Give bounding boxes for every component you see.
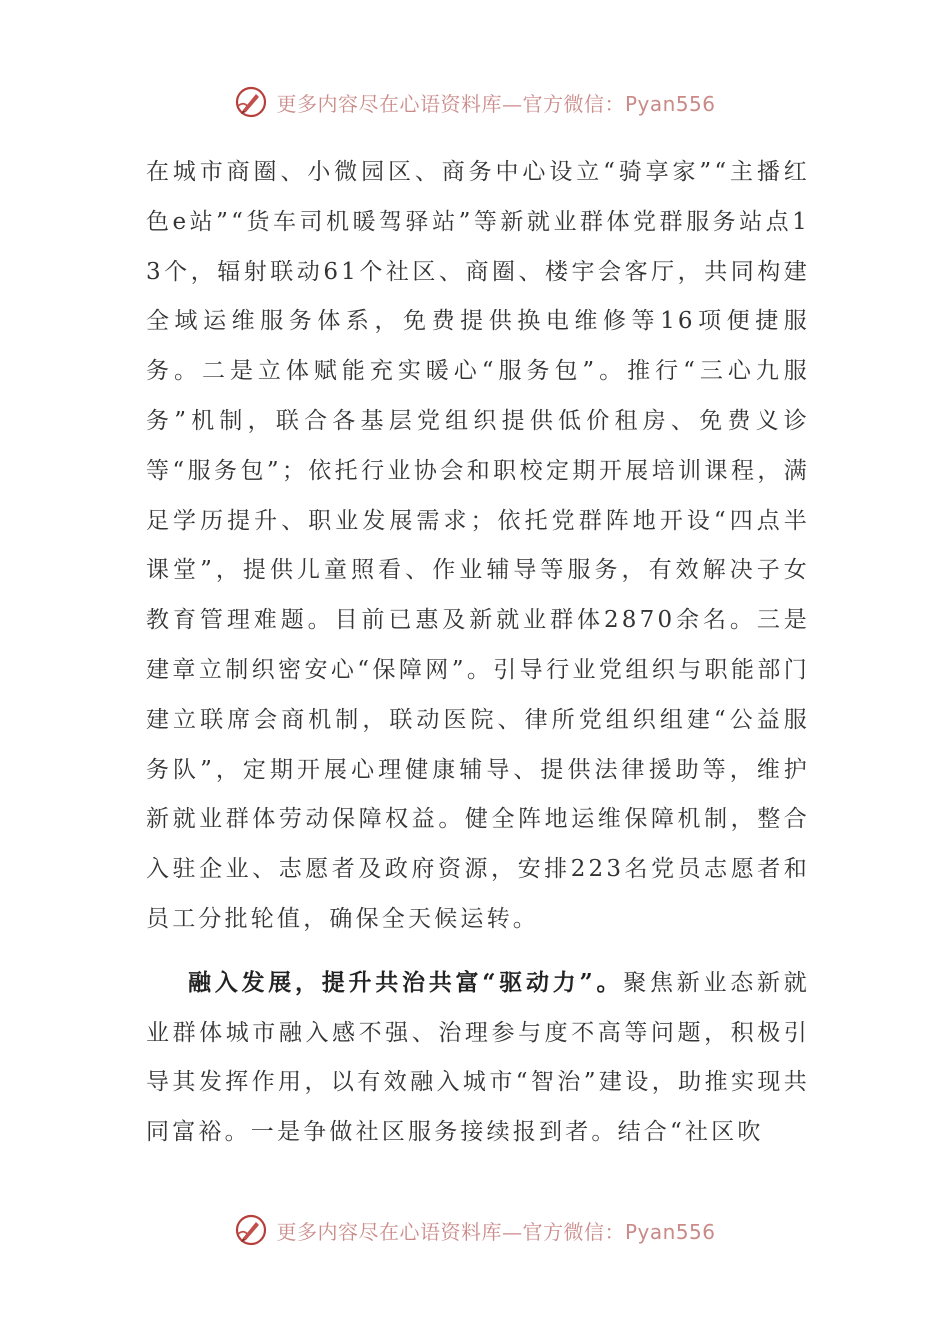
watermark-wechat-id: Pyan556: [624, 1219, 716, 1244]
paragraph-2-text: 聚焦新业态新就业群体城市融入感不强、治理参与度不高等问题，积极引导其发挥作用，以有效融入城市“智治”建设，助推实现共同富裕。一是争做社区服务接续报到者。结合“社区吹: [146, 969, 811, 1146]
body-paragraph-1: 在城市商圈、小微园区、商务中心设立“骑享家”“主播红色e站”“货车司机暖驾驿站”等新就业群体党群服务站点13个，辐射联动61个社区、商圈、楼宇会客厅，共同构建全域运维服务体系，免费提供换电维修等16项便捷服务。二是立体赋能充实暖心“服务包”。推行“三心九服务”机制，联合各基层党组织提供低价租房、免费义诊等“服务包”；依托行业协会和职校定期开展培训课程，满足学历提升、职业发展需求；依托党群阵地开设“四点半课堂”，提供儿童照看、作业辅导等服务，有效解决子女教育管理难题。目前已惠及新就业群体2870余名。三是建章立制织密安心“保障网”。引导行业党组织与职能部门建立联席会商机制，联动医院、律所党组织组建“公益服务队”，定期开展心理健康辅导、提供法律援助等，维护新就业群体劳动保障权益。健全阵地运维保障机制，整合入驻企业、志愿者及政府资源，安排223名党员志愿者和员工分批轮值，确保全天候运转。: [146, 159, 810, 932]
watermark-wechat-id: Pyan556: [624, 91, 716, 116]
watermark-header: [0, 82, 950, 122]
pen-nib-logo-icon: [234, 85, 268, 119]
watermark-text: 更多内容尽在心语资料库—官方微信：Pyan556: [276, 91, 716, 116]
watermark-text: 更多内容尽在心语资料库—官方微信：Pyan556: [276, 1219, 716, 1244]
pen-nib-logo-icon: [234, 1213, 268, 1247]
watermark-footer: [0, 1210, 950, 1250]
body-paragraph-2: [146, 958, 810, 1158]
document-body: [146, 148, 810, 1158]
paragraph-2-bold-lead: 融入发展，提升共治共富“驱动力”。: [188, 968, 624, 996]
